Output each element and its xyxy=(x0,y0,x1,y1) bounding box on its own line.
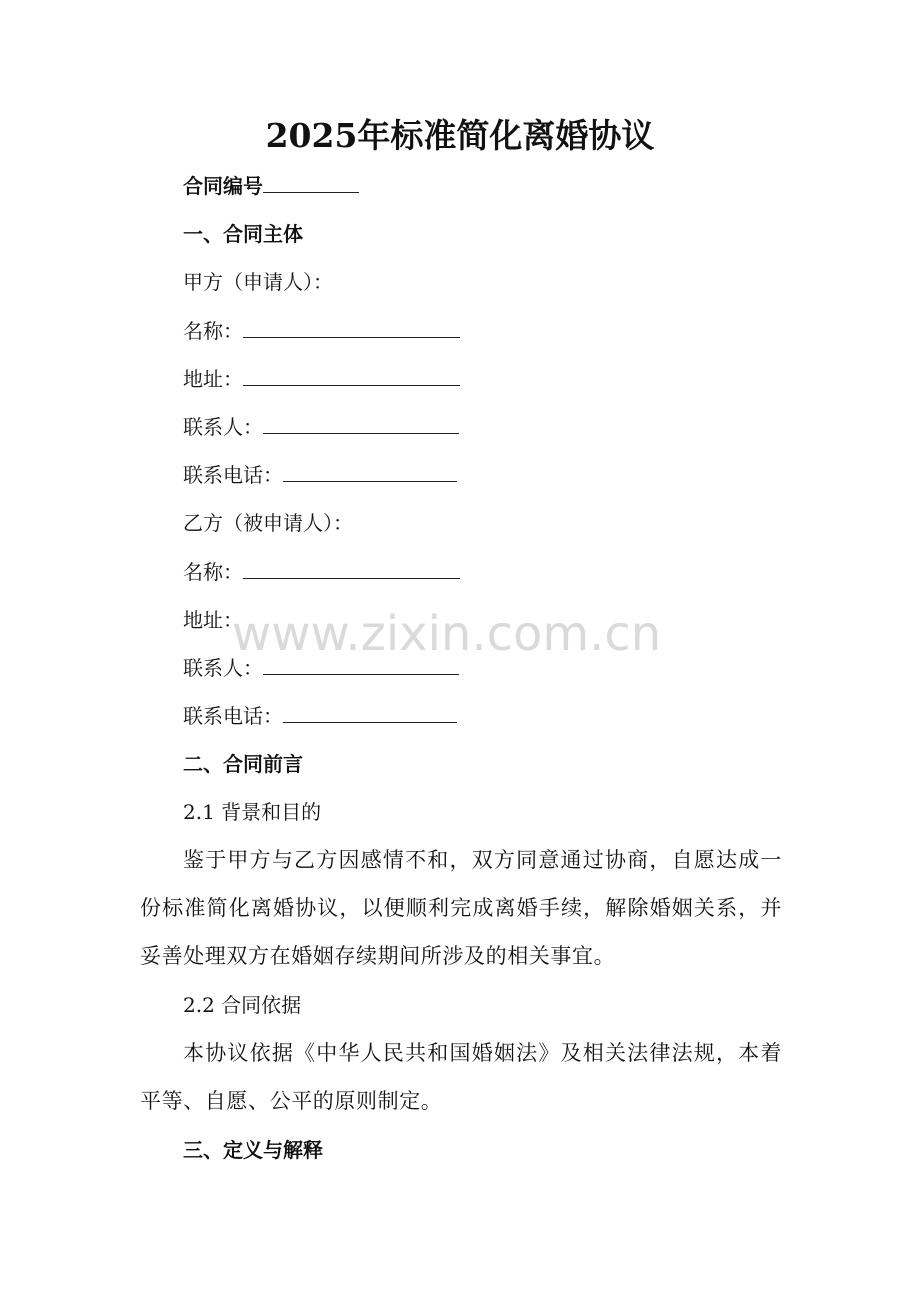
party-a-phone-row xyxy=(183,461,457,489)
party-b-name-label: 名称： xyxy=(183,560,243,584)
party-b-label: 乙方（被申请人）： xyxy=(183,511,353,535)
party-b-name-blank xyxy=(243,558,460,579)
party-b-address-label: 地址： xyxy=(183,608,243,632)
party-a-label: 甲方（申请人）： xyxy=(183,270,333,294)
section-2-2-paragraph: 本协议依据《中华人民共和国婚姻法》及相关法律法规，本着平等、自愿、公平的原则制定。 xyxy=(140,1041,782,1113)
section-2-1-title: 2.1 背景和目的 xyxy=(183,800,322,824)
party-a-address-blank xyxy=(243,365,460,386)
party-a-name-label: 名称： xyxy=(183,319,243,343)
party-a-contact-row xyxy=(183,413,459,441)
section-2-2-title: 2.2 合同依据 xyxy=(183,993,302,1017)
party-a-address-row xyxy=(183,365,460,393)
party-a-address-label: 地址： xyxy=(183,367,243,391)
contract-number-blank xyxy=(263,172,359,193)
watermark: www.zixin.com.cn xyxy=(232,606,662,662)
contract-number-row xyxy=(183,172,359,200)
party-b-address-row xyxy=(183,606,243,634)
party-a-name-blank xyxy=(243,317,460,338)
party-a-contact-blank xyxy=(263,413,459,434)
document-title: 2025年标准简化离婚协议 xyxy=(265,116,655,155)
party-b-contact-blank xyxy=(263,654,459,675)
party-b-phone-row xyxy=(183,702,457,730)
party-a-name-row xyxy=(183,317,460,345)
party-a-phone-blank xyxy=(283,461,457,482)
party-b-contact-row xyxy=(183,654,459,682)
section-1-heading: 一、合同主体 xyxy=(183,222,303,246)
party-a-contact-label: 联系人： xyxy=(183,415,263,439)
party-a-phone-label: 联系电话： xyxy=(183,463,283,487)
section-2-heading: 二、合同前言 xyxy=(183,752,303,776)
section-2-1-paragraph: 鉴于甲方与乙方因感情不和，双方同意通过协商，自愿达成一份标准简化离婚协议，以便顺利完成离婚手续，解除婚姻关系，并妥善处理双方在婚姻存续期间所涉及的相关事宜。 xyxy=(140,848,782,968)
contract-number-label: 合同编号 xyxy=(183,174,263,198)
party-b-phone-label: 联系电话： xyxy=(183,704,283,728)
party-b-contact-label: 联系人： xyxy=(183,656,263,680)
party-b-phone-blank xyxy=(283,702,457,723)
section-3-heading: 三、定义与解释 xyxy=(183,1138,323,1162)
party-b-name-row xyxy=(183,558,460,586)
